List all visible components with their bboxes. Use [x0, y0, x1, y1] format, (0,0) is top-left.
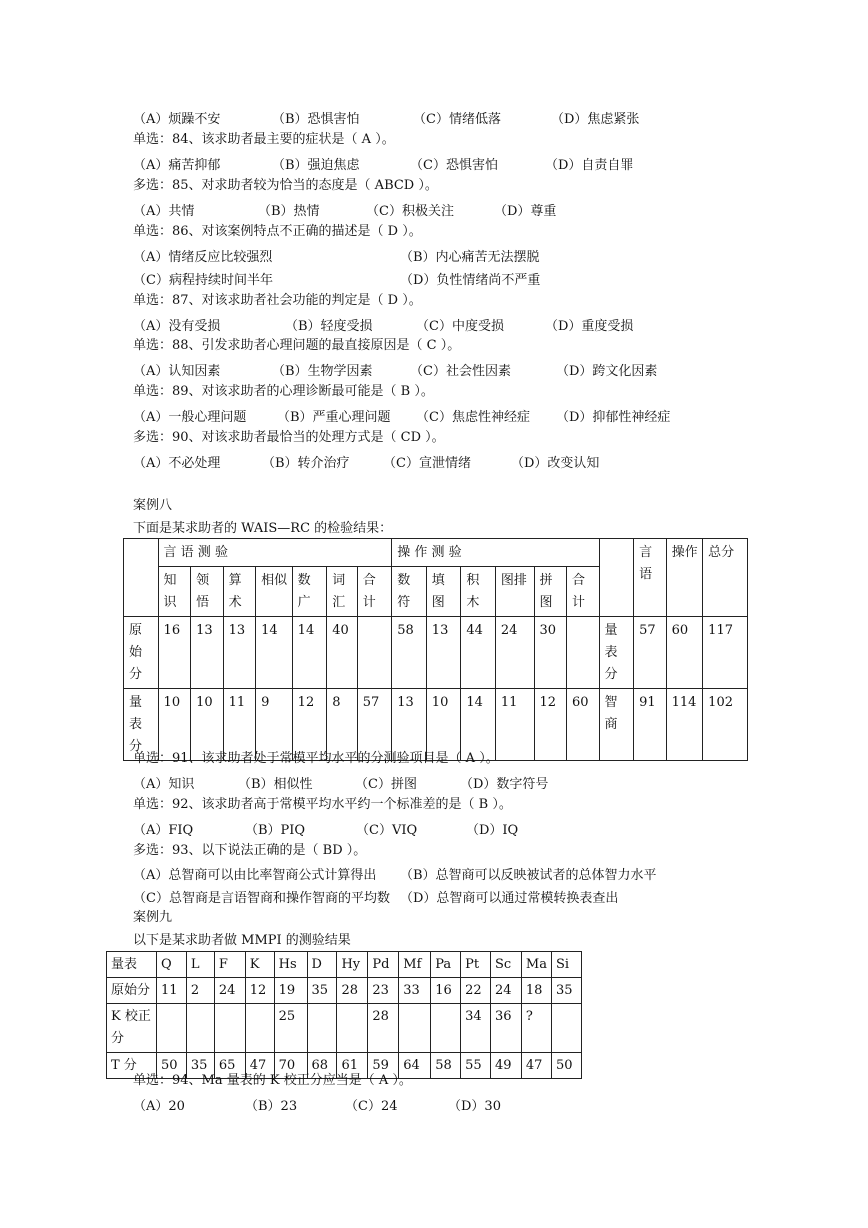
table-cell: 35	[307, 978, 337, 1004]
table-cell: 28	[337, 978, 368, 1004]
q90-stem: 多选：90、对该求助者最恰当的处理方式是（ CD ）。	[133, 430, 445, 445]
column-header: Hy	[337, 952, 368, 978]
table-cell: 114	[666, 689, 703, 761]
column-header: 填图	[426, 567, 461, 617]
column-header: F	[214, 952, 245, 978]
table-cell: 33	[399, 978, 431, 1004]
case8-intro: 下面是某求助者的 WAIS—RC 的检验结果：	[133, 521, 393, 536]
table-cell: 12	[534, 689, 567, 761]
table-cell	[337, 1004, 368, 1053]
option: （B）内心痛苦无法摆脱	[400, 250, 540, 265]
option: （A）认知因素	[133, 364, 221, 379]
verbal-header: 言 语 测 验	[158, 539, 392, 567]
table-cell: 28	[368, 1004, 399, 1053]
table-cell: 22	[461, 978, 491, 1004]
table-cell: 35	[551, 978, 581, 1004]
table-cell: 14	[256, 617, 293, 689]
table-cell: 50	[156, 1053, 186, 1079]
table-cell: ?	[521, 1004, 551, 1053]
table-cell: 18	[521, 978, 551, 1004]
table-cell: 47	[245, 1053, 274, 1079]
option: （C）总智商是言语智商和操作智商的平均数	[133, 891, 390, 906]
performance-header: 操 作 测 验	[392, 539, 599, 567]
column-header: Pd	[368, 952, 399, 978]
column-header: L	[186, 952, 214, 978]
table-cell: 34	[461, 1004, 491, 1053]
table-cell: 57	[357, 689, 392, 761]
table-cell: 13	[191, 617, 224, 689]
table-cell	[186, 1004, 214, 1053]
column-header: 领悟	[191, 567, 224, 617]
column-header: D	[307, 952, 337, 978]
table-cell: 91	[634, 689, 667, 761]
column-header: 数广	[292, 567, 327, 617]
option: （B）热情	[258, 204, 320, 219]
table-row	[124, 617, 748, 689]
column-header: 图排	[495, 567, 534, 617]
option: （C）病程持续时间半年	[133, 273, 273, 288]
table-cell: 25	[274, 1004, 307, 1053]
table-cell: 10	[191, 689, 224, 761]
table-cell: 60	[666, 617, 703, 689]
table-cell	[431, 1004, 461, 1053]
table-cell: 14	[292, 617, 327, 689]
q87-stem: 单选：87、对该求助者社会功能的判定是（ D ）。	[133, 293, 422, 308]
table-row	[107, 978, 582, 1004]
table-cell: 13	[223, 617, 256, 689]
option: （C）24	[345, 1099, 398, 1114]
row-side-label: 量表分	[599, 617, 634, 689]
option: （B）23	[245, 1099, 298, 1114]
option: （D）尊重	[494, 204, 557, 219]
table-cell: 40	[327, 617, 357, 689]
column-header: Pt	[461, 952, 491, 978]
column-header: 知识	[158, 567, 191, 617]
case9-title: 案例九	[133, 910, 173, 925]
option: （A）不必处理	[133, 456, 221, 471]
option: （B）恐惧害怕	[272, 112, 360, 127]
table-cell: 49	[491, 1053, 522, 1079]
option: （A）痛苦抑郁	[133, 158, 221, 173]
table-cell: 50	[551, 1053, 581, 1079]
option: （C）社会性因素	[410, 364, 511, 379]
table-cell	[357, 617, 392, 689]
option: （C）中度受损	[416, 319, 504, 334]
table-cell	[307, 1004, 337, 1053]
option: （B）生物学因素	[272, 364, 373, 379]
table-cell: 11	[156, 978, 186, 1004]
row-label: T 分	[107, 1053, 157, 1079]
option: （A）情绪反应比较强烈	[133, 250, 273, 265]
option: （D）负性情绪尚不严重	[400, 273, 541, 288]
corner-cell	[124, 539, 159, 617]
table-cell: 16	[158, 617, 191, 689]
column-header: Q	[156, 952, 186, 978]
table-cell: 11	[495, 689, 534, 761]
q94-stem: 单选：94、Ma 量表的 K 校正分应当是（ A ）。	[133, 1073, 412, 1088]
option: （B）轻度受损	[285, 319, 373, 334]
row-label: 原始分	[107, 978, 157, 1004]
table-cell: 13	[426, 617, 461, 689]
table-cell: 68	[307, 1053, 337, 1079]
table-cell: 16	[431, 978, 461, 1004]
option: （C）焦虑性神经症	[416, 410, 530, 425]
table-cell	[551, 1004, 581, 1053]
option: （B）PIQ	[245, 823, 306, 838]
table-cell: 117	[703, 617, 748, 689]
column-header: Hs	[274, 952, 307, 978]
option: （A）20	[133, 1099, 185, 1114]
q91-stem: 单选：91、该求助者处于常模平均水平的分测验项目是（ A ）。	[133, 751, 499, 766]
option: （B）总智商可以反映被试者的总体智力水平	[400, 868, 657, 883]
table-cell: 58	[392, 617, 427, 689]
option: （A）没有受损	[133, 319, 221, 334]
table-cell: 23	[368, 978, 399, 1004]
table-cell: 10	[158, 689, 191, 761]
row-label: K 校正分	[107, 1004, 157, 1053]
option: （D）IQ	[466, 823, 519, 838]
q89-stem: 单选：89、对该求助者的心理诊断最可能是（ B ）。	[133, 384, 434, 399]
table-cell: 30	[534, 617, 567, 689]
column-header: 量表	[107, 952, 157, 978]
table-cell: 13	[392, 689, 427, 761]
table-cell	[214, 1004, 245, 1053]
option: （C）情绪低落	[413, 112, 501, 127]
column-header: Sc	[491, 952, 522, 978]
option: （D）30	[448, 1099, 501, 1114]
table-cell: 12	[245, 978, 274, 1004]
option: （D）总智商可以通过常模转换表查出	[400, 891, 619, 906]
option: （B）相似性	[238, 777, 313, 792]
column-header: 词汇	[327, 567, 357, 617]
column-header: 言语	[634, 539, 667, 617]
table-cell	[245, 1004, 274, 1053]
table-cell: 58	[431, 1053, 461, 1079]
table-cell: 9	[256, 689, 293, 761]
table-cell: 64	[399, 1053, 431, 1079]
q92-stem: 单选：92、该求助者高于常模平均水平约一个标准差的是（ B ）。	[133, 797, 512, 812]
table-cell: 24	[214, 978, 245, 1004]
table-cell: 59	[368, 1053, 399, 1079]
option: （B）转介治疗	[262, 456, 350, 471]
table-cell: 10	[426, 689, 461, 761]
option: （C）VIQ	[356, 823, 418, 838]
mmpi-table	[106, 951, 582, 1079]
row-side-label: 智商	[599, 689, 634, 761]
table-cell: 61	[337, 1053, 368, 1079]
column-header: K	[245, 952, 274, 978]
table-cell: 70	[274, 1053, 307, 1079]
table-cell: 55	[461, 1053, 491, 1079]
table-cell: 65	[214, 1053, 245, 1079]
table-cell: 47	[521, 1053, 551, 1079]
table-cell	[156, 1004, 186, 1053]
column-header: 合计	[357, 567, 392, 617]
column-header: 总分	[703, 539, 748, 617]
option: （C）恐惧害怕	[410, 158, 498, 173]
option: （A）烦躁不安	[133, 112, 221, 127]
option: （D）数字符号	[460, 777, 549, 792]
q88-stem: 单选：88、引发求助者心理问题的最直接原因是（ C ）。	[133, 338, 461, 353]
table-cell: 44	[461, 617, 496, 689]
case8-title: 案例八	[133, 498, 173, 513]
table-cell: 36	[491, 1004, 522, 1053]
table-cell: 12	[292, 689, 327, 761]
case9-intro: 以下是某求助者做 MMPI 的测验结果	[133, 933, 351, 948]
table-cell: 102	[703, 689, 748, 761]
option: （D）自责自罪	[545, 158, 634, 173]
table-cell: 11	[223, 689, 256, 761]
column-header: 相似	[256, 567, 293, 617]
option: （A）一般心理问题	[133, 410, 247, 425]
option: （A）知识	[133, 777, 195, 792]
option: （C）宣泄情绪	[383, 456, 471, 471]
table-cell: 8	[327, 689, 357, 761]
q86-stem: 单选：86、对该案例特点不正确的描述是（ D ）。	[133, 224, 422, 239]
table-cell: 35	[186, 1053, 214, 1079]
table-header-row	[107, 952, 582, 978]
option: （B）强迫焦虑	[272, 158, 360, 173]
q85-stem: 多选：85、对求助者较为恰当的态度是（ ABCD ）。	[133, 178, 438, 193]
q93-stem: 多选：93、以下说法正确的是（ BD ）。	[133, 843, 367, 858]
option: （D）重度受损	[545, 319, 634, 334]
column-header: Mf	[399, 952, 431, 978]
option: （D）改变认知	[511, 456, 600, 471]
column-header: 合计	[567, 567, 600, 617]
option: （C）拼图	[355, 777, 417, 792]
column-header: Pa	[431, 952, 461, 978]
column-header: 操作	[666, 539, 703, 617]
row-label: 量表分	[124, 689, 159, 761]
table-cell: 57	[634, 617, 667, 689]
row-label: 原始分	[124, 617, 159, 689]
option: （D）跨文化因素	[556, 364, 658, 379]
q84-stem: 单选：84、该求助者最主要的症状是（ A ）。	[133, 132, 395, 147]
table-cell: 2	[186, 978, 214, 1004]
column-header: 算术	[223, 567, 256, 617]
table-cell	[399, 1004, 431, 1053]
option: （A）共情	[133, 204, 195, 219]
option: （D）焦虑紧张	[551, 112, 640, 127]
column-header: 积木	[461, 567, 496, 617]
table-row	[107, 1004, 582, 1053]
column-header: Ma	[521, 952, 551, 978]
table-cell: 14	[461, 689, 496, 761]
option: （A）FIQ	[133, 823, 194, 838]
table-cell: 60	[567, 689, 600, 761]
side-header-cell	[599, 539, 634, 617]
table-cell: 24	[491, 978, 522, 1004]
table-cell: 24	[495, 617, 534, 689]
table-cell	[567, 617, 600, 689]
option: （C）积极关注	[366, 204, 454, 219]
table-cell: 19	[274, 978, 307, 1004]
option: （B）严重心理问题	[277, 410, 391, 425]
wais-table	[123, 538, 748, 761]
option: （D）抑郁性神经症	[556, 410, 671, 425]
column-header: 拼图	[534, 567, 567, 617]
option: （A）总智商可以由比率智商公式计算得出	[133, 868, 377, 883]
column-header: Si	[551, 952, 581, 978]
column-header: 数符	[392, 567, 427, 617]
